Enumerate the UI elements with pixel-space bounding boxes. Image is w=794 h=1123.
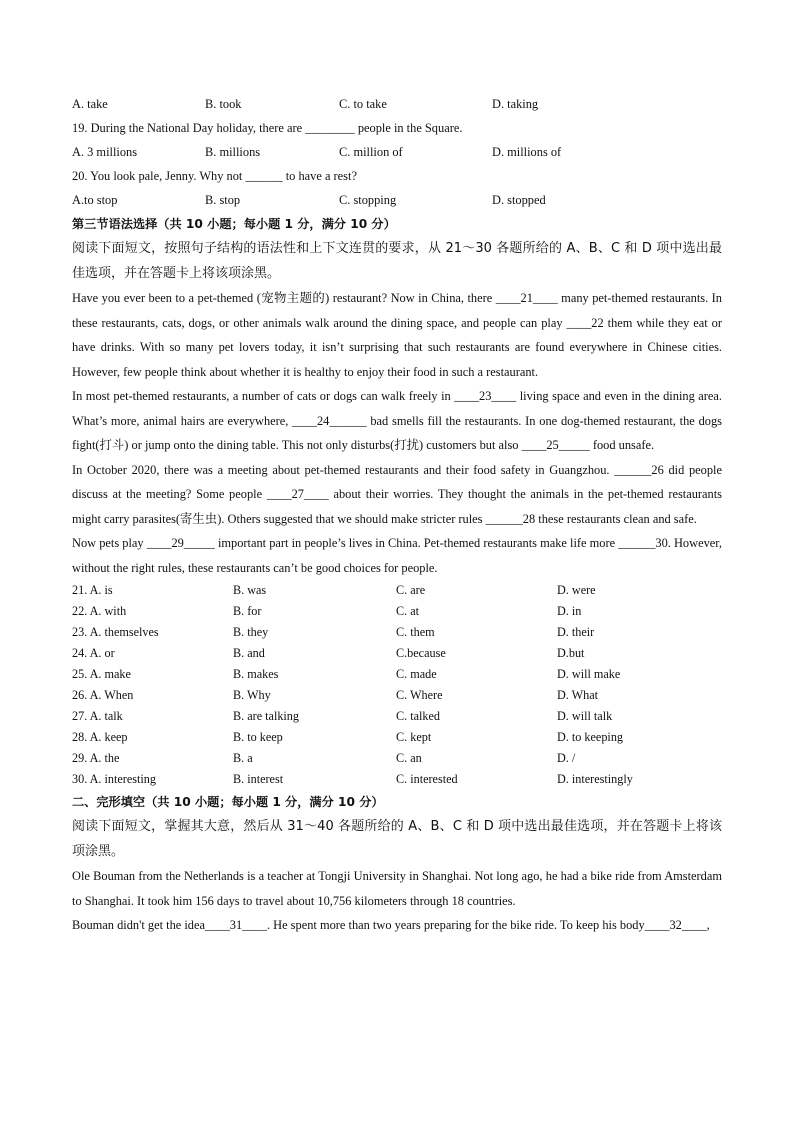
q28-option-c: C. kept <box>396 730 432 744</box>
q30-option-c: C. interested <box>396 772 458 786</box>
q25-option-d: D. will make <box>557 667 621 681</box>
cloze-instruction: 阅读下面短文，掌握其大意，然后从 31～40 各题所给的 A、B、C 和 D 项中选出最佳选项，并在答题卡上将该项涂黑。 <box>72 819 722 859</box>
q21-option-b: B. was <box>233 583 267 597</box>
section3-heading: 第三节语法选择（共 10 小题；每小题 1 分，满分 10 分） <box>72 217 396 231</box>
q23-option-b: B. they <box>233 625 269 639</box>
q18-option-c: C. to take <box>339 96 387 111</box>
q20-option-c: C. stopping <box>339 192 397 207</box>
q18-options <box>72 92 722 116</box>
q29-option-b: B. a <box>233 751 253 765</box>
q18-option-a: A. take <box>72 96 108 111</box>
q25-option-b: B. makes <box>233 667 279 681</box>
q26-option-c: C. Where <box>396 688 443 702</box>
q22-option-b: B. for <box>233 604 262 618</box>
q30-option-a: 30. A. interesting <box>72 772 156 786</box>
q28-option-a: 28. A. keep <box>72 730 128 744</box>
q22-option-a: 22. A. with <box>72 604 127 618</box>
passage-paragraph-1: Have you ever been to a pet-themed (宠物主题的) restaurant? Now in China, there ____21____ many pet-themed restaurants. In these restaurants, cats, dogs, or other animals walk around the dining space, and people can play ____22 them while they eat or have drinks. With so many pet lovers today, it isn’t surprising that such restaurants are found everywhere in Chinese cities. However, few people think about whether it is healthy to enjoy their food in such a restaurant. <box>72 291 722 379</box>
q27-option-b: B. are talking <box>233 709 299 723</box>
q29-option-d: D. / <box>557 751 576 765</box>
q27-option-c: C. talked <box>396 709 441 723</box>
exam-page <box>72 92 722 938</box>
passage-paragraph-2: In most pet-themed restaurants, a number of cats or dogs can walk freely in ____23____ living space and even in the dining area. What’s more, animal hairs are everywhere, ____24______ bad smells fill the restaurants. In one dog-themed restaurant, the dogs fight(打斗) or jump onto the dining table. This not only disturbs(打扰) customers but also ____25_____ food unsafe. <box>72 389 722 452</box>
q27-option-d: D. will talk <box>557 709 613 723</box>
q26-option-b: B. Why <box>233 688 271 702</box>
q23-option-d: D. their <box>557 625 595 639</box>
cloze-paragraph-1: Ole Bouman from the Netherlands is a teacher at Tongji University in Shanghai. Not long ago, he had a bike ride from Amsterdam to Shanghai. It took him 156 days to travel about 10,756 kilometers through 18 countries. <box>72 869 722 908</box>
q21-option-a: 21. A. is <box>72 583 113 597</box>
q30-option-b: B. interest <box>233 772 284 786</box>
q22-option-d: D. in <box>557 604 582 618</box>
cloze-heading: 二、完形填空（共 10 小题；每小题 1 分，满分 10 分） <box>72 795 384 809</box>
q26-option-a: 26. A. When <box>72 688 134 702</box>
passage-paragraph-3: In October 2020, there was a meeting about pet-themed restaurants and their food safety in Guangzhou. ______26 did people discuss at the meeting? Some people ____27____ about their worries. They thought the animals in the pet-themed restaurants might carry parasites(寄生虫). Others suggested that we should make stricter rules ______28 these restaurants clean and safe. <box>72 462 722 526</box>
q19-options <box>72 140 722 164</box>
q20-option-b: B. stop <box>205 192 241 207</box>
section3-instruction: 阅读下面短文，按照句子结构的语法性和上下文连贯的要求，从 21～30 各题所给的 A、B、C 和 D 项中选出最佳选项，并在答题卡上将该项涂黑。 <box>72 241 722 281</box>
q25-option-c: C. made <box>396 667 437 681</box>
q22-option-c: C. at <box>396 604 420 618</box>
q29-option-c: C. an <box>396 751 422 765</box>
q24-option-c: C.because <box>396 646 446 660</box>
passage-paragraph-4: Now pets play ____29_____ important part in people’s lives in China. Pet-themed restaurants make life more ______30. However, without the right rules, these restaurants can’t be good choices for people. <box>72 536 722 575</box>
q27-option-a: 27. A. talk <box>72 709 123 723</box>
q18-option-b: B. took <box>205 96 242 111</box>
q18-option-d: D. taking <box>492 96 539 111</box>
q23-option-c: C. them <box>396 625 435 639</box>
q30-option-d: D. interestingly <box>557 772 633 786</box>
q20-options <box>72 188 722 212</box>
q28-option-d: D. to keeping <box>557 730 624 744</box>
q20-option-a: A.to stop <box>72 192 118 207</box>
q24-option-a: 24. A. or <box>72 646 115 660</box>
q19-option-d: D. millions of <box>492 144 562 159</box>
q25-option-a: 25. A. make <box>72 667 131 681</box>
q24-option-b: B. and <box>233 646 265 660</box>
q19-option-c: C. million of <box>339 144 403 159</box>
q24-option-d: D.but <box>557 646 585 660</box>
q23-option-a: 23. A. themselves <box>72 625 159 639</box>
q21-option-d: D. were <box>557 583 596 597</box>
cloze-paragraph-2: Bouman didn't get the idea____31____. He spent more than two years preparing for the bike ride. To keep his body____32____, <box>72 918 710 932</box>
answer-options-grid <box>72 580 722 790</box>
q20-option-d: D. stopped <box>492 192 546 207</box>
q20-stem: 20. You look pale, Jenny. Why not ______ to have a rest? <box>72 169 357 183</box>
q26-option-d: D. What <box>557 688 599 702</box>
q19-option-b: B. millions <box>205 144 261 159</box>
q19-option-a: A. 3 millions <box>72 144 138 159</box>
q28-option-b: B. to keep <box>233 730 283 744</box>
q21-option-c: C. are <box>396 583 426 597</box>
q29-option-a: 29. A. the <box>72 751 120 765</box>
q19-stem: 19. During the National Day holiday, there are ________ people in the Square. <box>72 121 463 135</box>
